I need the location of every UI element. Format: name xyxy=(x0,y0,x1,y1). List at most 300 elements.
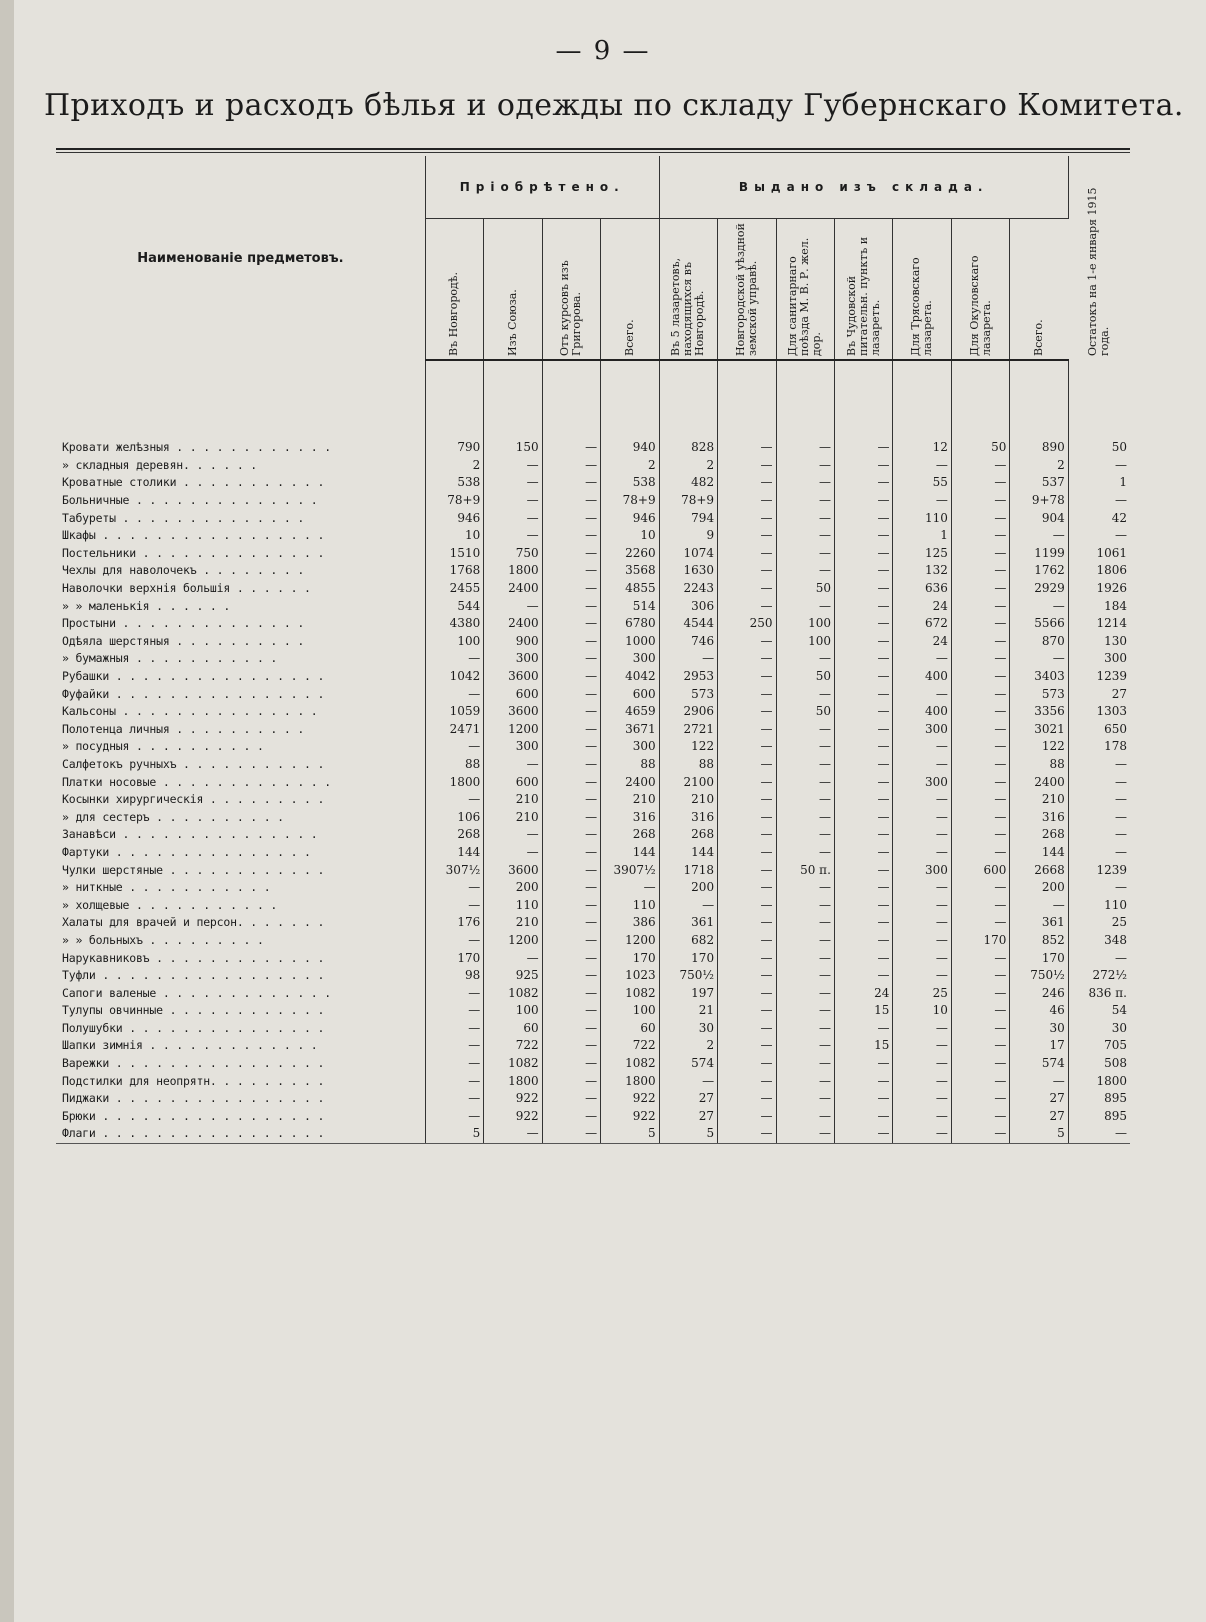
item-value: — xyxy=(834,844,892,862)
item-value: 1214 xyxy=(1096,616,1127,631)
item-value: 3403 xyxy=(1010,668,1068,686)
item-value: 27 xyxy=(659,1090,717,1108)
item-value: — xyxy=(834,650,892,668)
table-row xyxy=(56,949,1130,967)
table-row xyxy=(56,1055,1130,1073)
item-value: — xyxy=(1115,756,1127,771)
item-value: — xyxy=(893,492,951,510)
item-value: 176 xyxy=(425,914,483,932)
item-value: — xyxy=(951,808,1009,826)
item-value: — xyxy=(951,844,1009,862)
item-value: — xyxy=(951,896,1009,914)
header-issued-col: Новгородской уѣздной земской управѣ. xyxy=(718,219,776,361)
item-value: — xyxy=(834,633,892,651)
item-value: 1199 xyxy=(1010,545,1068,563)
item-value: — xyxy=(484,844,542,862)
item-name: Варежки . . . . . . . . . . . . . . . . xyxy=(56,1055,425,1073)
header-issued-col: Для санитарнаго поѣзда М. В. Р. жел. дор. xyxy=(776,219,834,361)
item-value: — xyxy=(542,967,600,985)
item-value: 836 п. xyxy=(1088,985,1127,1000)
table-row xyxy=(56,1125,1130,1143)
item-value: 27 xyxy=(1010,1108,1068,1126)
header-acquired-col: Всего. xyxy=(601,219,660,361)
item-value: — xyxy=(893,1108,951,1126)
item-value: 210 xyxy=(659,791,717,809)
item-value: — xyxy=(834,773,892,791)
item-value: — xyxy=(776,879,834,897)
item-value: — xyxy=(542,685,600,703)
item-value: — xyxy=(542,1020,600,1038)
item-value: 100 xyxy=(776,633,834,651)
item-value: — xyxy=(601,879,660,897)
item-value: 300 xyxy=(601,650,660,668)
item-value: 60 xyxy=(601,1020,660,1038)
item-value: — xyxy=(834,967,892,985)
item-value: — xyxy=(1115,827,1127,842)
table-row xyxy=(56,896,1130,914)
item-value: — xyxy=(834,1072,892,1090)
item-value: — xyxy=(776,949,834,967)
item-value: — xyxy=(951,509,1009,527)
item-value: — xyxy=(951,721,1009,739)
item-name: Кальсоны . . . . . . . . . . . . . . . xyxy=(56,703,425,721)
table-row xyxy=(56,756,1130,774)
item-value: — xyxy=(776,791,834,809)
item-value: — xyxy=(776,1055,834,1073)
item-value: 50 xyxy=(776,703,834,721)
item-value: 50 xyxy=(951,439,1009,457)
item-value: — xyxy=(834,879,892,897)
item-name: Полотенца личныя . . . . . . . . . . xyxy=(56,721,425,739)
item-value: 307½ xyxy=(425,861,483,879)
table-body xyxy=(56,360,1130,1143)
item-value: — xyxy=(542,474,600,492)
item-value: — xyxy=(542,439,600,457)
item-value: — xyxy=(718,1002,776,1020)
item-value: — xyxy=(951,668,1009,686)
item-value: — xyxy=(542,1072,600,1090)
item-name: » » больныхъ . . . . . . . . . xyxy=(56,932,425,950)
item-value: 2 xyxy=(425,457,483,475)
table-row xyxy=(56,1072,1130,1090)
item-value: 1800 xyxy=(484,562,542,580)
item-value: — xyxy=(893,879,951,897)
item-value: 200 xyxy=(1010,879,1068,897)
item-value: 46 xyxy=(1010,1002,1068,1020)
item-value: — xyxy=(1010,597,1068,615)
item-value: 10 xyxy=(601,527,660,545)
item-value: 50 xyxy=(1111,440,1127,455)
item-value: 514 xyxy=(601,597,660,615)
item-value: — xyxy=(718,1108,776,1126)
item-value: 30 xyxy=(1111,1020,1127,1035)
item-value: 250 xyxy=(718,615,776,633)
item-value: — xyxy=(718,756,776,774)
item-value: — xyxy=(542,879,600,897)
item-value: — xyxy=(718,597,776,615)
item-value: 940 xyxy=(601,439,660,457)
item-value: 746 xyxy=(659,633,717,651)
item-value: 636 xyxy=(893,580,951,598)
item-name: Пиджаки . . . . . . . . . . . . . . . . xyxy=(56,1090,425,1108)
item-value: — xyxy=(776,562,834,580)
item-value: 1059 xyxy=(425,703,483,721)
item-value: 42 xyxy=(1111,510,1127,525)
item-value: 4659 xyxy=(601,703,660,721)
item-value: — xyxy=(834,509,892,527)
item-value: 88 xyxy=(601,756,660,774)
table-row xyxy=(56,808,1130,826)
item-value: — xyxy=(1115,774,1127,789)
table-row xyxy=(56,1002,1130,1020)
item-value: 210 xyxy=(484,808,542,826)
item-value: 2260 xyxy=(601,545,660,563)
item-value: 2 xyxy=(659,1037,717,1055)
item-name: Флаги . . . . . . . . . . . . . . . . . xyxy=(56,1125,425,1143)
item-value: — xyxy=(718,791,776,809)
header-item-name: Наименованіе предметовъ. xyxy=(56,156,425,360)
item-value: 682 xyxy=(659,932,717,950)
item-value: — xyxy=(893,808,951,826)
item-value: — xyxy=(951,615,1009,633)
item-value: — xyxy=(834,1108,892,1126)
table-row xyxy=(56,773,1130,791)
item-value: — xyxy=(951,1055,1009,1073)
item-value: — xyxy=(718,703,776,721)
item-value: 54 xyxy=(1111,1003,1127,1018)
item-value: 21 xyxy=(659,1002,717,1020)
table-row xyxy=(56,914,1130,932)
item-value: 60 xyxy=(484,1020,542,1038)
header-remainder: Остатокъ на 1-е января 1915 года. xyxy=(1086,187,1112,356)
item-value: 9 xyxy=(659,527,717,545)
item-value: 24 xyxy=(893,597,951,615)
item-value: — xyxy=(951,1037,1009,1055)
item-value: — xyxy=(893,756,951,774)
item-value: — xyxy=(542,633,600,651)
item-value: — xyxy=(542,791,600,809)
item-value: — xyxy=(718,509,776,527)
item-value: 538 xyxy=(601,474,660,492)
item-value: 3671 xyxy=(601,721,660,739)
item-value: — xyxy=(542,1002,600,1020)
item-value: 2400 xyxy=(484,580,542,598)
item-value: — xyxy=(1115,792,1127,807)
item-value: — xyxy=(834,932,892,950)
item-value: 6780 xyxy=(601,615,660,633)
item-value: — xyxy=(951,773,1009,791)
item-value: 2 xyxy=(1010,457,1068,475)
item-name: Одѣяла шерстяныя . . . . . . . . . . xyxy=(56,633,425,651)
item-value: 170 xyxy=(1010,949,1068,967)
table-row xyxy=(56,668,1130,686)
item-value: — xyxy=(718,1037,776,1055)
item-value: 3568 xyxy=(601,562,660,580)
table-row xyxy=(56,984,1130,1002)
table-row xyxy=(56,580,1130,598)
item-value: — xyxy=(834,861,892,879)
item-name: Сапоги валеные . . . . . . . . . . . . . xyxy=(56,984,425,1002)
item-value: 794 xyxy=(659,509,717,527)
item-name: Платки носовые . . . . . . . . . . . . . xyxy=(56,773,425,791)
item-value: — xyxy=(834,474,892,492)
item-value: — xyxy=(951,492,1009,510)
item-value: — xyxy=(776,1090,834,1108)
item-name: Полушубки . . . . . . . . . . . . . . . xyxy=(56,1020,425,1038)
item-name: Простыни . . . . . . . . . . . . . . xyxy=(56,615,425,633)
item-value: 132 xyxy=(893,562,951,580)
item-value: — xyxy=(776,721,834,739)
item-value: — xyxy=(776,1108,834,1126)
item-value: 110 xyxy=(893,509,951,527)
item-value: 600 xyxy=(951,861,1009,879)
item-value: — xyxy=(893,791,951,809)
item-value: — xyxy=(425,650,483,668)
item-value: — xyxy=(893,826,951,844)
item-value: — xyxy=(718,967,776,985)
item-value: 2471 xyxy=(425,721,483,739)
item-value: — xyxy=(893,949,951,967)
item-value: — xyxy=(951,949,1009,967)
item-value: — xyxy=(776,808,834,826)
item-value: — xyxy=(951,791,1009,809)
item-value: — xyxy=(951,457,1009,475)
item-value: — xyxy=(542,1055,600,1073)
item-value: — xyxy=(951,545,1009,563)
header-acquired-group: Пріобрѣтено. xyxy=(425,156,659,219)
item-value: 210 xyxy=(1010,791,1068,809)
table-row xyxy=(56,562,1130,580)
item-value: 125 xyxy=(893,545,951,563)
item-name: » складныя деревян. . . . . . xyxy=(56,457,425,475)
item-value: 1082 xyxy=(601,984,660,1002)
item-value: — xyxy=(718,668,776,686)
item-value: 1800 xyxy=(425,773,483,791)
item-value: — xyxy=(718,562,776,580)
item-value: 1 xyxy=(893,527,951,545)
item-value: 600 xyxy=(484,685,542,703)
item-value: 300 xyxy=(893,773,951,791)
item-value: 15 xyxy=(834,1037,892,1055)
item-value: — xyxy=(542,773,600,791)
item-value: — xyxy=(425,1055,483,1073)
item-value: — xyxy=(659,650,717,668)
item-value: 922 xyxy=(484,1090,542,1108)
item-value: — xyxy=(659,896,717,914)
item-value: 1000 xyxy=(601,633,660,651)
item-name: Фартуки . . . . . . . . . . . . . . . xyxy=(56,844,425,862)
item-value: 722 xyxy=(484,1037,542,1055)
item-value: 1074 xyxy=(659,545,717,563)
item-value: 922 xyxy=(601,1090,660,1108)
table-row xyxy=(56,615,1130,633)
table-row xyxy=(56,439,1130,457)
item-value: — xyxy=(484,826,542,844)
item-name: » холщевые . . . . . . . . . . . xyxy=(56,896,425,914)
item-value: — xyxy=(834,580,892,598)
item-value: — xyxy=(776,914,834,932)
item-value: — xyxy=(951,580,1009,598)
item-value: 1800 xyxy=(484,1072,542,1090)
item-value: 100 xyxy=(776,615,834,633)
item-value: — xyxy=(1010,527,1068,545)
item-value: — xyxy=(951,562,1009,580)
item-value: — xyxy=(718,808,776,826)
item-value: 78+9 xyxy=(425,492,483,510)
item-value: 1718 xyxy=(659,861,717,879)
item-value: — xyxy=(893,1125,951,1143)
item-value: 316 xyxy=(601,808,660,826)
item-value: — xyxy=(776,826,834,844)
item-value: 316 xyxy=(1010,808,1068,826)
item-value: — xyxy=(484,597,542,615)
table-row xyxy=(56,932,1130,950)
item-value: — xyxy=(425,1108,483,1126)
item-value: — xyxy=(542,545,600,563)
item-name: Кровати желѣзныя . . . . . . . . . . . . xyxy=(56,439,425,457)
item-name: » » маленькія . . . . . . xyxy=(56,597,425,615)
item-value: — xyxy=(542,562,600,580)
page-title: Приходъ и расходъ бѣлья и одежды по складу Губернскаго Комитета. xyxy=(44,88,1184,123)
table-row xyxy=(56,967,1130,985)
item-value: 178 xyxy=(1104,739,1127,754)
item-value: — xyxy=(951,527,1009,545)
item-value: — xyxy=(1010,1072,1068,1090)
item-value: 24 xyxy=(834,984,892,1002)
item-value: — xyxy=(542,738,600,756)
item-value: — xyxy=(834,1090,892,1108)
item-value: 10 xyxy=(425,527,483,545)
item-value: 24 xyxy=(893,633,951,651)
item-value: — xyxy=(776,756,834,774)
item-value: — xyxy=(776,545,834,563)
item-value: — xyxy=(542,1108,600,1126)
item-value: 544 xyxy=(425,597,483,615)
item-value: 268 xyxy=(425,826,483,844)
item-value: 574 xyxy=(659,1055,717,1073)
item-value: 3356 xyxy=(1010,703,1068,721)
item-value: 750 xyxy=(484,545,542,563)
item-value: 316 xyxy=(659,808,717,826)
item-value: 2953 xyxy=(659,668,717,686)
item-value: — xyxy=(718,439,776,457)
item-value: 1926 xyxy=(1096,581,1127,596)
item-value: — xyxy=(893,738,951,756)
item-value: — xyxy=(542,1125,600,1143)
item-value: — xyxy=(1115,457,1127,472)
item-value: 895 xyxy=(1104,1091,1127,1106)
item-value: — xyxy=(542,457,600,475)
item-value: 5 xyxy=(1010,1125,1068,1143)
item-value: — xyxy=(776,457,834,475)
item-name: Чулки шерстяные . . . . . . . . . . . . xyxy=(56,861,425,879)
table-row xyxy=(56,633,1130,651)
page-edge xyxy=(0,0,14,1622)
item-value: 130 xyxy=(1104,633,1127,648)
item-value: — xyxy=(542,650,600,668)
item-value: — xyxy=(718,844,776,862)
item-value: 78+9 xyxy=(659,492,717,510)
item-value: — xyxy=(1115,809,1127,824)
item-value: 106 xyxy=(425,808,483,826)
item-value: 650 xyxy=(1104,721,1127,736)
title-rule-thin xyxy=(56,152,1130,153)
item-value: — xyxy=(718,738,776,756)
item-value: — xyxy=(951,474,1009,492)
item-value: 400 xyxy=(893,668,951,686)
item-value: — xyxy=(776,967,834,985)
item-value: 15 xyxy=(834,1002,892,1020)
item-value: — xyxy=(834,808,892,826)
item-value: 4042 xyxy=(601,668,660,686)
item-value: 573 xyxy=(659,685,717,703)
inventory-table xyxy=(56,156,1130,1144)
item-value: 170 xyxy=(659,949,717,967)
item-value: — xyxy=(893,967,951,985)
item-value: — xyxy=(718,721,776,739)
item-value: 272½ xyxy=(1092,968,1127,983)
item-value: 300 xyxy=(484,650,542,668)
table-row xyxy=(56,685,1130,703)
header-issued-col: Въ Чудовской питательн. пунктъ и лазаретъ. xyxy=(834,219,892,361)
item-value: 946 xyxy=(425,509,483,527)
item-value: — xyxy=(542,580,600,598)
item-value: 5 xyxy=(425,1125,483,1143)
item-value: — xyxy=(893,457,951,475)
item-value: 2 xyxy=(601,457,660,475)
item-value: 110 xyxy=(1104,897,1127,912)
header-issued-col: Для Трясовскаго лазарета. xyxy=(893,219,951,361)
item-value: — xyxy=(425,791,483,809)
item-value: 1768 xyxy=(425,562,483,580)
item-value: 1239 xyxy=(1096,669,1127,684)
item-value: — xyxy=(542,721,600,739)
item-name: Больничные . . . . . . . . . . . . . . xyxy=(56,492,425,510)
item-value: 197 xyxy=(659,984,717,1002)
item-value: — xyxy=(718,932,776,950)
item-value: 348 xyxy=(1104,932,1127,947)
item-value: 573 xyxy=(1010,685,1068,703)
item-value: — xyxy=(425,1090,483,1108)
item-value: — xyxy=(425,1020,483,1038)
item-value: 2400 xyxy=(1010,773,1068,791)
item-name: Наволочки верхнія большія . . . . . . xyxy=(56,580,425,598)
item-value: 361 xyxy=(1010,914,1068,932)
item-value: 5566 xyxy=(1010,615,1068,633)
header-acquired-col: Изъ Союза. xyxy=(484,219,542,361)
table-row xyxy=(56,457,1130,475)
item-value: 144 xyxy=(1010,844,1068,862)
item-value: 200 xyxy=(659,879,717,897)
item-value: 538 xyxy=(425,474,483,492)
item-value: — xyxy=(718,861,776,879)
item-value: — xyxy=(834,439,892,457)
item-value: 1200 xyxy=(484,721,542,739)
table-row xyxy=(56,721,1130,739)
item-value: 110 xyxy=(484,896,542,914)
item-value: — xyxy=(718,949,776,967)
item-value: — xyxy=(834,668,892,686)
item-value: — xyxy=(542,597,600,615)
item-value: 144 xyxy=(659,844,717,862)
item-value: — xyxy=(776,439,834,457)
item-value: — xyxy=(659,1072,717,1090)
item-value: — xyxy=(425,896,483,914)
item-value: 904 xyxy=(1010,509,1068,527)
item-value: 4544 xyxy=(659,615,717,633)
item-value: — xyxy=(542,914,600,932)
item-value: — xyxy=(718,457,776,475)
